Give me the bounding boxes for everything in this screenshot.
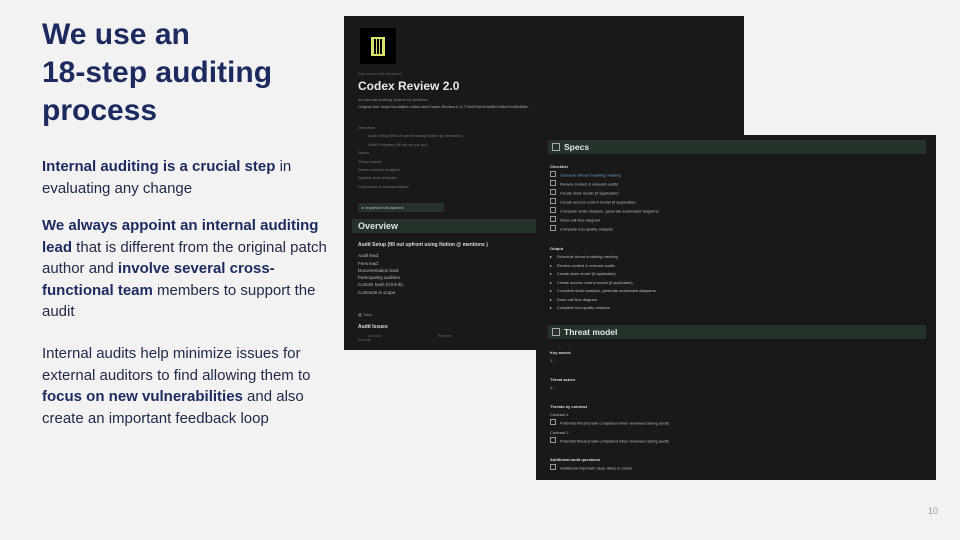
disclaimer-label: Important Disclaimers: [365, 205, 404, 210]
p3-text-2: and also create an important feedback loop: [42, 388, 304, 427]
contract-1-list: [550, 419, 669, 428]
audit-setup-line: Commit hash (Git link):: [358, 282, 404, 288]
threat-actors-item: 1. ..: [550, 385, 557, 390]
output-item: Draw call flow diagram: [550, 296, 656, 305]
threat-model-title: Threat model: [564, 327, 618, 337]
title-line-3: process: [42, 94, 158, 127]
project-logo: [360, 28, 396, 64]
threats-by-contract-label: Threats by contract: [550, 404, 588, 409]
title-line-1: We use an: [42, 18, 190, 51]
page-meta: Add cover Add comment: [358, 71, 402, 76]
p2-bold-1: We always appoint an internal auditing lead: [42, 217, 319, 256]
output-item: Create state model (if applicable): [550, 270, 656, 279]
toggle-triangle-icon: ▸: [362, 205, 366, 210]
column-header: Severity: [358, 338, 371, 342]
paragraph-auditing-lead: [42, 215, 327, 323]
checklist-item: Potential threat (mark completed when reviewed during audit): [550, 437, 669, 446]
questions-list: [550, 464, 632, 473]
threat-actors-label: Threat actors: [550, 377, 576, 382]
specs-screenshot: [536, 135, 936, 480]
checklist-item: Create state model (if applicable): [550, 189, 659, 198]
additional-questions-label: Additional audit questions: [550, 457, 601, 462]
specs-title: Specs: [564, 142, 590, 152]
toc-item: System-level analysis: [358, 175, 397, 181]
audit-setup-line: Fees lead:: [358, 260, 380, 266]
checklist-item: Create access control model (if applicable): [550, 198, 659, 207]
output-label: Output: [550, 246, 564, 251]
toc-item: Threat model: [358, 158, 382, 164]
contract-1-label: Contract 1: [550, 412, 569, 417]
checklist-item: Additional important deep-dives to check: [550, 464, 632, 473]
p3-text-1: Internal audits help minimize issues for external auditors to find allowing them to: [42, 345, 311, 384]
key-assets-item: 1. ..: [550, 358, 557, 363]
table-view-text: Table: [362, 312, 373, 317]
toc-item: Smart contract analysis: [358, 167, 400, 173]
audit-issues-heading: Audit Issues: [358, 324, 388, 330]
p1-text: in evaluating any change: [42, 158, 292, 197]
checklist-item: Schedule threat modeling meeting: [550, 171, 659, 180]
output-item: Schedule threat modeling meeting: [550, 253, 656, 262]
audit-setup-block: [358, 242, 488, 296]
p2-text-1: that is different from the original patch author and: [42, 238, 327, 277]
table-view-label: [358, 312, 372, 317]
p2-bold-2: involve several cross-functional team: [42, 260, 275, 299]
audit-setup-heading: Audit Setup (fill out upfront using Notion @ mentions ): [358, 242, 488, 248]
paragraph-internal-auditing: [42, 156, 327, 199]
output-item: Create access control model (if applicable): [550, 279, 656, 288]
toc-item: Comments & documentation: [358, 183, 409, 189]
p1-bold: Internal auditing is a crucial step: [42, 158, 276, 175]
column-header: Aa Issue: [368, 334, 382, 338]
specs-icon: [552, 143, 560, 151]
paragraph-external-auditors: [42, 343, 327, 429]
column-header: Reporter: [438, 334, 452, 338]
threat-model-icon: [552, 328, 560, 336]
output-item: Review context & relevant audits: [550, 262, 656, 271]
threat-model-heading: [548, 325, 926, 339]
disclaimer-toggle: [358, 203, 444, 212]
overview-heading: Overview: [352, 219, 542, 233]
specs-heading: [548, 140, 926, 154]
page-subtitle: An internal auditing system by Audit8ex.: [358, 97, 429, 102]
contract-2-list: [550, 437, 669, 446]
p3-bold: focus on new vulnerabilities: [42, 388, 243, 405]
checklist-item: Potential threat (mark completed when reviewed during audit): [550, 419, 669, 428]
checklist-label: Checklist: [550, 164, 568, 169]
output-item: Complete test quality analysis: [550, 304, 656, 313]
audit-setup-line: Participating auditors: [358, 275, 401, 281]
output-item: Complete static analysis, generate automated diagrams: [550, 287, 656, 296]
toc-item: Overview: [358, 125, 375, 130]
checklist-item: Review context & relevant audits: [550, 180, 659, 189]
audit-setup-line: Documentation lead:: [358, 267, 400, 273]
output-list: [550, 253, 656, 313]
slide-title: [42, 16, 332, 130]
contract-2-label: Contract 2: [550, 430, 569, 435]
title-line-2: 18-step auditing: [42, 56, 273, 89]
page-title: Codex Review 2.0: [358, 79, 460, 93]
toc-item: Specs: [358, 150, 370, 156]
checklist-item: Complete static analysis, generate automated diagrams: [550, 207, 659, 216]
key-assets-label: Key assets: [550, 350, 571, 355]
toc-item: Audit Setup (fill out upfront using Notion @ mentions ): [368, 133, 464, 139]
toc-item: Audit Progress (fill out as you go): [368, 141, 427, 147]
original-link: Original link: https://audit8ex.notion.site/Codex-Review-2-0-772e059ef1b4e8fb1e0bd7ec0fe8d6c: [358, 104, 529, 109]
checklist-item: Complete test quality analysis: [550, 225, 659, 234]
audit-setup-line: Contracts in scope: [358, 289, 396, 295]
page-number: 10: [927, 506, 938, 516]
checklist: [550, 171, 659, 234]
p2-text-2: members to support the audit: [42, 281, 316, 320]
table-icon: ▦: [358, 312, 363, 317]
issues-columns: [358, 334, 538, 342]
table-of-contents: [358, 124, 463, 191]
checklist-item: Draw call flow diagram: [550, 216, 659, 225]
audit-setup-line: Audit lead:: [358, 253, 380, 259]
